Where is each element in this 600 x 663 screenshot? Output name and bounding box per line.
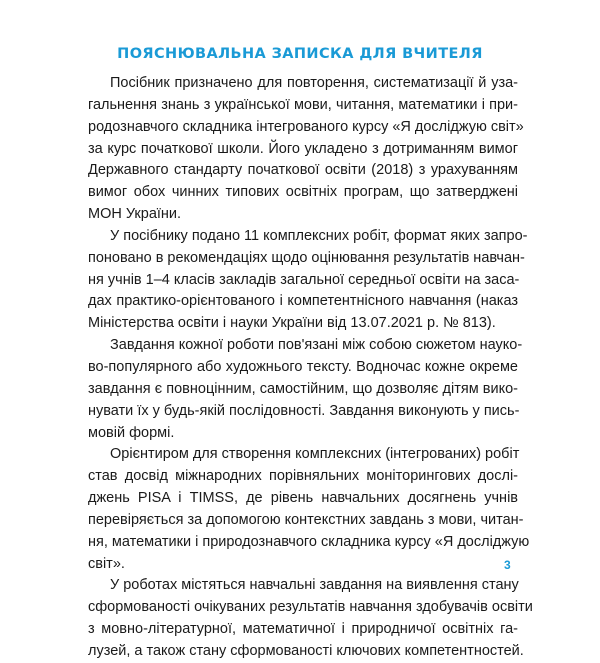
text-line: ня, математики і природознавчого складника курсу «Я досліджую [88, 533, 530, 550]
paragraph [88, 226, 528, 335]
text-line: світ». [88, 555, 125, 572]
paragraph [88, 335, 523, 444]
paragraph [88, 575, 533, 662]
page-title: ПОЯСНЮВАЛЬНА ЗАПИСКА ДЛЯ ВЧИТЕЛЯ [117, 46, 483, 62]
text-line: поновано в рекомендаціях щодо оцінювання результатів навчан- [88, 249, 525, 266]
text-line: во-популярного або художнього тексту. Водночас кожне окреме [88, 358, 518, 375]
text-line: МОН України. [88, 206, 182, 223]
paragraph [88, 73, 524, 226]
text-line: Посібник призначено для повторення, систематизації й уза- [110, 75, 518, 91]
text-line: дах практико-орієнтованого і компетентнісного навчання (наказ [88, 293, 518, 310]
text-line: вимог обох чинних типових освітніх програм, що затверджені [88, 184, 518, 201]
explanatory-note-body [88, 73, 533, 663]
text-line: мовій формі. [88, 424, 175, 441]
text-line: Завдання кожної роботи пов'язані між собою сюжетом науко- [110, 337, 523, 354]
text-line: Державного стандарту початкової освіти (2018) з урахуванням [88, 162, 518, 179]
text-line: родознавчого складника інтегрованого курсу «Я досліджую світ» [88, 118, 524, 135]
text-line: У роботах містяться навчальні завдання на виявлення стану [110, 577, 519, 594]
text-line: сформованості очікуваних результатів навчання здобувачів освіти [88, 599, 533, 616]
text-line: Орієнтиром для створення комплексних (інтегрованих) робіт [110, 446, 520, 463]
text-line: нувати їх у будь-якій послідовності. Завдання виконують у пись- [88, 402, 520, 419]
page-number: 3 [504, 558, 511, 572]
paragraph [88, 444, 530, 575]
text-line: лузей, а також стану сформованості ключових компетентностей. [88, 642, 524, 659]
text-line: У посібнику подано 11 комплексних робіт, формат яких запро- [110, 227, 528, 244]
text-line: гальнення знань з української мови, читання, математики і при- [88, 96, 518, 113]
text-line: з мовно-літературної, математичної і природничої освітніх га- [88, 621, 518, 638]
text-line: джень PISA і TIMSS, де рівень навчальних досягнень учнів [88, 490, 518, 507]
text-line: завдання є повноцінним, самостійним, що дозволяє дітям вико- [88, 380, 518, 397]
text-line: перевіряється за допомогою контекстних завдань з мови, читан- [88, 511, 524, 528]
text-line: ня учнів 1–4 класів закладів загальної середньої освіти на заса- [88, 271, 520, 288]
text-line: став досвід міжнародних порівняльних моніторингових дослі- [88, 468, 518, 485]
text-line: за курс початкової школи. Його укладено з дотриманням вимог [88, 140, 518, 157]
text-line: Міністерства освіти і науки України від 13.07.2021 р. № 813). [88, 315, 496, 332]
